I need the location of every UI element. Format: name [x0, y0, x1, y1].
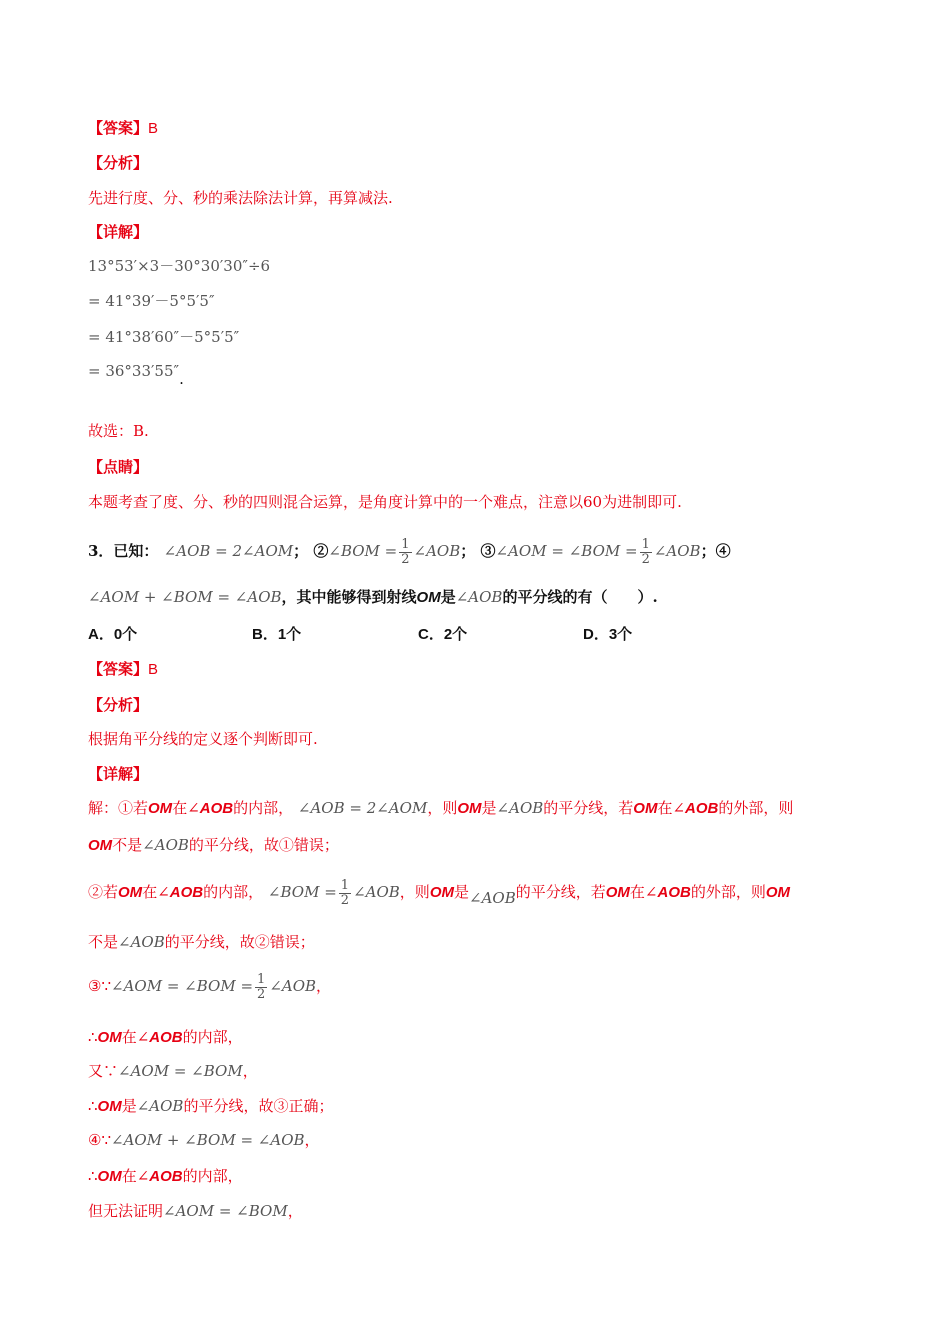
- aob: AOB: [149, 1029, 183, 1046]
- text: 是: [121, 1097, 137, 1115]
- q3-answer-label: 【答案】: [88, 660, 149, 678]
- om: OM: [118, 884, 143, 901]
- text: ，: [304, 1131, 320, 1149]
- q2-point-text: 本题考查了度、分、秒的四则混合运算，是角度计算中的一个难点，注意以60为进制即可.: [88, 493, 682, 511]
- q3-detail-4-line2: [88, 1166, 243, 1187]
- q3-sep3: ；: [700, 542, 716, 560]
- aob: ∠AOB: [136, 1097, 184, 1115]
- text: 但无法证明: [88, 1202, 164, 1220]
- q2-calc-line4-expr: = 36°33′55″: [88, 362, 180, 380]
- q3-stem-line2: [88, 587, 658, 608]
- frac-den: 2: [641, 551, 650, 567]
- text: 的平分线，故①错误；: [188, 836, 339, 854]
- om: OM: [97, 1168, 122, 1185]
- text: 解：①若: [88, 799, 149, 817]
- condition-right: ∠AOB: [353, 883, 400, 901]
- frac-den: 2: [340, 892, 350, 908]
- text: ④∵: [88, 1131, 111, 1149]
- q3-cond1: ∠AOB = 2∠AOM: [163, 542, 294, 560]
- frac-num: 1: [257, 971, 266, 987]
- q3-detail-3-line3: [88, 1061, 258, 1081]
- text: ∴: [88, 1097, 98, 1115]
- q3-stem-mid: ，其中能够得到射线: [281, 588, 417, 606]
- q3-analysis-label: 【分析】: [88, 696, 149, 714]
- q3-option-d: D．3个: [583, 626, 633, 643]
- q3-detail-2-line2: [88, 932, 315, 952]
- q3-detail-3-line1: [88, 969, 331, 1003]
- frac-num: 1: [641, 536, 650, 552]
- aob: AOB: [685, 800, 719, 817]
- text: ∴: [88, 1167, 98, 1185]
- frac-num: 1: [340, 877, 350, 893]
- text: 的外部，则: [718, 799, 794, 817]
- q3-om: OM: [416, 589, 441, 606]
- q3-detail-3-line4: [88, 1096, 333, 1117]
- q3-cond4: ∠AOM + ∠BOM = ∠AOB: [88, 588, 282, 606]
- text: 在∠: [121, 1167, 150, 1185]
- q3-detail-3-line2: [88, 1027, 243, 1048]
- text: ③∵: [88, 977, 111, 995]
- q2-analysis-text: 先进行度、分、秒的乘法除法计算，再算减法.: [88, 189, 393, 207]
- q3-stem-line1: [88, 534, 731, 568]
- text: 的平分线，故②错误；: [164, 933, 315, 951]
- text: 的内部，: [203, 883, 264, 901]
- text: 在∠: [657, 799, 686, 817]
- text: 是: [481, 799, 497, 817]
- q3-circ2: ②: [313, 542, 329, 560]
- q3-cond3-right: ∠AOB: [653, 542, 701, 560]
- om: OM: [605, 884, 630, 901]
- text: 是: [453, 883, 469, 901]
- q3-aob: ∠AOB: [455, 588, 503, 606]
- q2-detail-label: 【详解】: [88, 223, 149, 241]
- q3-option-a: A．0个: [88, 626, 138, 643]
- condition-right: ∠AOB: [269, 977, 317, 995]
- text: 不是: [88, 933, 119, 951]
- q3-circ4: ④: [715, 542, 731, 560]
- q3-detail-1-line1: [88, 798, 793, 819]
- q3-answer-value: B: [148, 661, 159, 678]
- condition: ∠AOM = ∠BOM: [118, 1062, 243, 1080]
- text: ②若: [88, 883, 119, 901]
- q2-calc-line4: [88, 361, 184, 388]
- aob: AOB: [199, 800, 234, 817]
- q3-stem-prefix: 3．已知：: [88, 542, 159, 560]
- q3-cond2-left: ∠BOM =: [328, 542, 398, 560]
- om: OM: [457, 800, 482, 817]
- text: 的内部，: [182, 1167, 243, 1185]
- q2-calc-line2: = 41°39′－5°5′5″: [88, 292, 215, 310]
- fraction: [339, 879, 351, 908]
- text: 的平分线，若: [543, 799, 634, 817]
- q2-answer-value: B: [148, 120, 159, 137]
- aob: ∠AOB: [142, 836, 189, 854]
- condition: ∠AOM + ∠BOM = ∠AOB: [111, 1131, 305, 1149]
- frac-num: 1: [401, 536, 410, 552]
- text: 的平分线，故③正确；: [183, 1097, 334, 1115]
- aob: ∠AOB: [118, 933, 165, 951]
- om: OM: [148, 800, 173, 817]
- text: 又∵: [88, 1062, 119, 1080]
- text: 的外部，则: [690, 883, 766, 901]
- q3-detail-label: 【详解】: [88, 765, 149, 783]
- om: OM: [97, 1029, 122, 1046]
- aob: ∠AOB: [496, 799, 544, 817]
- q2-choice-text: 故选：B.: [88, 422, 149, 440]
- q3-stem-end: 的平分线的有（ ）.: [502, 588, 658, 606]
- aob: AOB: [169, 884, 204, 901]
- q3-detail-1-line2: [88, 835, 339, 856]
- q3-cond2-frac: [399, 538, 411, 567]
- aob: AOB: [657, 884, 691, 901]
- q3-answer: [88, 659, 158, 680]
- q2-answer: [88, 118, 158, 139]
- text: 的内部，: [182, 1028, 243, 1046]
- text: ∴: [88, 1028, 98, 1046]
- q2-calc-line4-period: .: [179, 370, 184, 388]
- q2-calc-line3: = 41°38′60″－5°5′5″: [88, 328, 240, 346]
- q3-cond3-frac: [640, 538, 652, 567]
- text: 不是: [112, 836, 143, 854]
- q3-analysis-text: 根据角平分线的定义逐个判断即可.: [88, 730, 318, 748]
- condition: ∠AOM = ∠BOM: [163, 1202, 288, 1220]
- q3-option-c: C．2个: [418, 626, 468, 643]
- q3-detail-2-line1: [88, 875, 790, 910]
- condition-left: ∠BOM =: [267, 883, 337, 901]
- om: OM: [97, 1098, 122, 1115]
- aob: AOB: [149, 1168, 183, 1185]
- q2-answer-label: 【答案】: [88, 119, 149, 137]
- text: ，: [242, 1062, 258, 1080]
- om: OM: [765, 884, 791, 901]
- text: 在∠: [142, 883, 170, 901]
- frac-den: 2: [401, 551, 410, 567]
- q3-option-b: B．1个: [252, 626, 302, 643]
- om: OM: [429, 884, 454, 901]
- q3-detail-4-line1: [88, 1130, 320, 1150]
- q2-analysis-label: 【分析】: [88, 154, 149, 172]
- q3-cond3-left: ∠AOM = ∠BOM =: [495, 542, 638, 560]
- aob: ∠AOB: [469, 889, 516, 907]
- q3-cond2-right: ∠AOB: [413, 542, 461, 560]
- text: ，则: [427, 799, 458, 817]
- q3-detail-4-line3: [88, 1201, 303, 1221]
- q3-circ3: ③: [480, 542, 496, 560]
- text: ，: [287, 1202, 303, 1220]
- fraction: [255, 973, 267, 1002]
- om: OM: [633, 800, 658, 817]
- q3-sep1: ；: [293, 542, 309, 560]
- q3-stem-is: 是: [440, 588, 456, 606]
- om: OM: [88, 837, 113, 854]
- frac-den: 2: [257, 986, 266, 1002]
- q2-calc-line1: 13°53′×3－30°30′30″÷6: [88, 257, 271, 275]
- q3-sep2: ；: [460, 542, 476, 560]
- condition-left: ∠AOM = ∠BOM =: [111, 977, 254, 995]
- text: 的平分线，若: [515, 883, 606, 901]
- text: ，则: [399, 883, 430, 901]
- condition: ∠AOB = 2∠AOM: [297, 799, 428, 817]
- text: 在∠: [629, 883, 658, 901]
- text: 在∠: [172, 799, 200, 817]
- text: ，: [316, 977, 332, 995]
- text: 的内部，: [233, 799, 294, 817]
- q2-point-label: 【点睛】: [88, 458, 149, 476]
- text: 在∠: [121, 1028, 150, 1046]
